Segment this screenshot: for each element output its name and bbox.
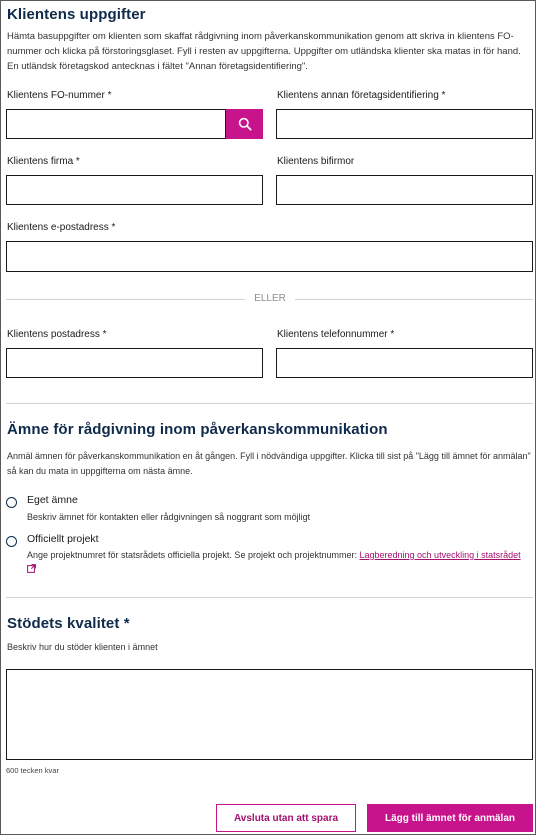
- phone-label: Klientens telefonnummer *: [277, 329, 395, 340]
- official-project-desc-text: Ange projektnumret för statsrådets officiella projekt. Se projekt och projektnummer:: [27, 550, 360, 560]
- client-section-title: Klientens uppgifter: [7, 6, 146, 23]
- external-link-icon: [27, 564, 36, 573]
- email-input[interactable]: [6, 241, 533, 272]
- phone-input[interactable]: [276, 348, 533, 378]
- search-icon: [238, 117, 252, 131]
- character-counter: 600 tecken kvar: [6, 766, 59, 775]
- topic-section-intro: Anmäl ämnen för påverkanskommunikation en åt gången. Fyll i nödvändiga uppgifter. Klicka till sist på "Lägg till ämnet för anmälan" så kan du mata in uppgifterna om nästa ämne.: [7, 451, 531, 476]
- radio-own-topic[interactable]: [6, 495, 17, 508]
- postal-input[interactable]: [6, 348, 263, 378]
- topic-section-title: Ämne för rådgivning inom påverkanskommunikation: [7, 421, 388, 438]
- radio-own-topic-desc: Beskriv ämnet för kontakten eller rådgivningen så noggrant som möjligt: [27, 512, 311, 522]
- aux-names-input[interactable]: [276, 175, 533, 205]
- fo-number-input[interactable]: [6, 109, 226, 139]
- postal-label: Klientens postadress *: [7, 329, 107, 340]
- company-input[interactable]: [6, 175, 263, 205]
- quality-textarea[interactable]: [6, 669, 533, 760]
- aux-names-label: Klientens bifirmor: [277, 156, 355, 167]
- cancel-without-saving-button[interactable]: Avsluta utan att spara: [216, 804, 356, 832]
- other-id-label: Klientens annan företagsidentifiering *: [277, 90, 446, 101]
- search-button[interactable]: [226, 109, 263, 139]
- other-id-input[interactable]: [276, 109, 533, 139]
- radio-official-project-desc: [27, 548, 522, 576]
- add-topic-button[interactable]: Lägg till ämnet för anmälan: [367, 804, 533, 832]
- or-divider-text: ELLER: [245, 293, 295, 304]
- radio-own-topic-label: Eget ämne: [27, 494, 78, 506]
- client-section-intro: Hämta basuppgifter om klienten som skaffat rådgivning inom påverkanskommunikation genom att skriva in klientens FO-nummer och klicka på förstoringsglaset. Fyll i resten av uppgifterna. Uppgifter om utländska klienter ska matas in för hand. En utländsk företagskod antecknas i fältet "Annan företagsidentifiering".: [7, 31, 521, 72]
- section-divider: [6, 403, 533, 404]
- fo-number-label: Klientens FO-nummer *: [7, 90, 112, 101]
- company-label: Klientens firma *: [7, 156, 80, 167]
- quality-desc: Beskriv hur du stöder klienten i ämnet: [7, 642, 158, 652]
- quality-section-title: Stödets kvalitet *: [7, 615, 130, 632]
- radio-official-project-label: Officiellt projekt: [27, 533, 99, 545]
- email-label: Klientens e-postadress *: [7, 222, 116, 233]
- radio-circle[interactable]: [6, 497, 17, 508]
- radio-official-project[interactable]: [6, 534, 17, 547]
- radio-circle[interactable]: [6, 536, 17, 547]
- section-divider: [6, 597, 533, 598]
- official-projects-link[interactable]: Lagberedning och utveckling i statsrådet: [359, 550, 521, 560]
